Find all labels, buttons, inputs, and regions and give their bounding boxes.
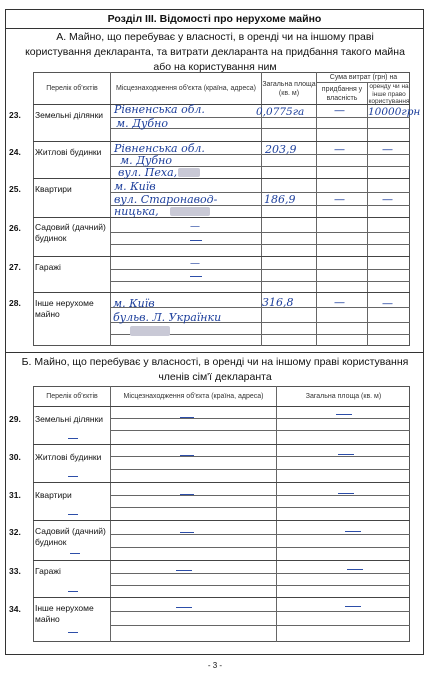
location-line: м. Київ xyxy=(114,180,156,193)
header-area: Загальна площа (кв. м) xyxy=(305,393,382,400)
redacted-block xyxy=(170,207,210,216)
row-separator xyxy=(33,141,410,142)
dash-mark xyxy=(190,240,202,241)
part-b-title-line1: Б. Майно, що перебуває у власності, в оренді чи на іншому праві користування xyxy=(21,356,409,368)
header-purchase: придбання у власність xyxy=(321,86,363,102)
header-object: Перелік об'єктів xyxy=(46,85,98,92)
row-label: Садовий (дачний) будинок xyxy=(35,526,106,547)
row-number: 31. xyxy=(9,490,21,500)
row-separator xyxy=(33,256,410,257)
row-label: Гаражі xyxy=(35,566,61,576)
row-number: 34. xyxy=(9,604,21,614)
col-divider xyxy=(316,72,317,346)
area-value: 316,8 xyxy=(262,296,294,309)
dash-mark xyxy=(180,494,194,495)
part-a-title-line3: або на користування ним xyxy=(153,61,277,73)
row-separator xyxy=(33,217,410,218)
row-label: Інше нерухоме майно xyxy=(35,603,94,624)
row-separator xyxy=(33,560,410,561)
row-line xyxy=(110,611,410,612)
header-bottom xyxy=(33,406,410,407)
dash-mark xyxy=(180,455,194,456)
purchase-value: — xyxy=(334,143,345,156)
section-title: Розділ ІІІ. Відомості про нерухоме майно xyxy=(6,10,423,29)
dash-mark xyxy=(180,532,194,533)
header-area: Загальна площа (кв. м) xyxy=(262,81,316,97)
header-bottom xyxy=(33,104,410,105)
col-divider xyxy=(110,72,111,346)
row-line xyxy=(110,269,410,270)
col-divider xyxy=(276,386,277,642)
row-line xyxy=(110,244,410,245)
location-line: Рівненська обл. xyxy=(114,103,205,116)
rent-value: — xyxy=(382,297,393,310)
location-line: м. Дубно xyxy=(120,154,173,167)
header-rent: оренду чи на інше право користування xyxy=(368,83,410,105)
row-separator xyxy=(33,444,410,445)
row-separator xyxy=(33,178,410,179)
row-separator xyxy=(33,597,410,598)
row-line xyxy=(110,534,410,535)
header-object: Перелік об'єктів xyxy=(46,393,98,400)
row-line xyxy=(110,573,410,574)
row-line xyxy=(110,418,410,419)
dash-mark xyxy=(68,591,78,592)
redacted-block xyxy=(178,168,200,177)
row-number: 27. xyxy=(9,262,21,272)
row-number: 26. xyxy=(9,223,21,233)
part-a-title-line2: користування декларанта, та витрати декларанта на придбання такого майна xyxy=(25,46,405,58)
row-separator xyxy=(33,520,410,521)
area-value: 0,0775га xyxy=(256,106,305,118)
row-label: Земельні ділянки xyxy=(35,414,104,424)
row-number: 29. xyxy=(9,414,21,424)
location-line: Рівненська обл. xyxy=(114,142,205,155)
redacted-block xyxy=(130,326,170,336)
part-b-title xyxy=(20,355,410,385)
dash-mark xyxy=(345,531,361,532)
dash-mark xyxy=(336,414,352,415)
location-line: м. Київ xyxy=(113,297,155,310)
dash-mark xyxy=(347,569,363,570)
row-line xyxy=(110,625,410,626)
purchase-value: — xyxy=(334,296,345,309)
row-label: Житлові будинки xyxy=(35,147,102,157)
section-divider xyxy=(6,352,423,353)
row-label: Земельні ділянки xyxy=(35,110,104,120)
location-line: вул. Пеха, xyxy=(118,166,178,179)
row-line xyxy=(110,430,410,431)
area-value: 203,9 xyxy=(265,143,297,156)
row-label: Інше нерухоме майно xyxy=(35,298,94,319)
row-label: Садовий (дачний) будинок xyxy=(35,222,106,243)
purchase-value: — xyxy=(334,104,345,117)
row-line xyxy=(110,281,410,282)
dash-mark xyxy=(338,454,354,455)
location-line: — xyxy=(190,258,200,269)
location-line: — xyxy=(190,221,200,232)
row-line xyxy=(110,547,410,548)
row-number: 28. xyxy=(9,298,21,308)
dash-mark xyxy=(176,570,192,571)
part-a-title xyxy=(20,30,410,75)
row-separator xyxy=(33,482,410,483)
location-line: м. Дубно xyxy=(116,117,169,130)
location-line: ницька, xyxy=(114,205,159,218)
row-line xyxy=(110,307,410,308)
rent-value: — xyxy=(382,193,393,206)
rent-value: 10000грн xyxy=(368,106,421,118)
row-label: Гаражі xyxy=(35,262,61,272)
part-b-title-line2: членів сім'ї декларанта xyxy=(158,371,272,383)
row-number: 25. xyxy=(9,184,21,194)
row-line xyxy=(110,495,410,496)
rent-value: — xyxy=(382,143,393,156)
page-number: - 3 - xyxy=(207,661,223,670)
dash-mark xyxy=(180,417,194,418)
location-line: вул. Старонавод- xyxy=(114,193,218,206)
col-divider xyxy=(110,386,111,642)
area-value: 186,9 xyxy=(264,193,296,206)
row-line xyxy=(110,507,410,508)
header-location: Місцезнаходження об'єкта (країна, адреса) xyxy=(116,85,256,92)
row-label: Квартири xyxy=(35,490,72,500)
row-separator xyxy=(33,292,410,293)
row-number: 33. xyxy=(9,566,21,576)
dash-mark xyxy=(68,438,78,439)
row-number: 32. xyxy=(9,527,21,537)
part-a-title-line1: А. Майно, що перебуває у власності, в оренді чи на іншому праві xyxy=(56,31,374,43)
row-number: 30. xyxy=(9,452,21,462)
purchase-value: — xyxy=(334,193,345,206)
row-line xyxy=(110,232,410,233)
row-line xyxy=(110,456,410,457)
header-location: Місцезнаходження об'єкта (країна, адреса) xyxy=(123,393,264,400)
row-line xyxy=(110,469,410,470)
dash-mark xyxy=(68,476,78,477)
location-line: бульв. Л. Українки xyxy=(113,311,222,324)
row-label: Житлові будинки xyxy=(35,452,102,462)
dash-mark xyxy=(338,493,354,494)
row-number: 24. xyxy=(9,147,21,157)
dash-mark xyxy=(176,607,192,608)
dash-mark xyxy=(190,276,202,277)
row-line xyxy=(110,585,410,586)
row-label: Квартири xyxy=(35,184,72,194)
dash-mark xyxy=(68,632,78,633)
dash-mark xyxy=(68,514,78,515)
dash-mark xyxy=(345,606,361,607)
dash-mark xyxy=(70,553,80,554)
header-expenses: Сума витрат (грн) на xyxy=(329,74,398,81)
row-number: 23. xyxy=(9,110,21,120)
